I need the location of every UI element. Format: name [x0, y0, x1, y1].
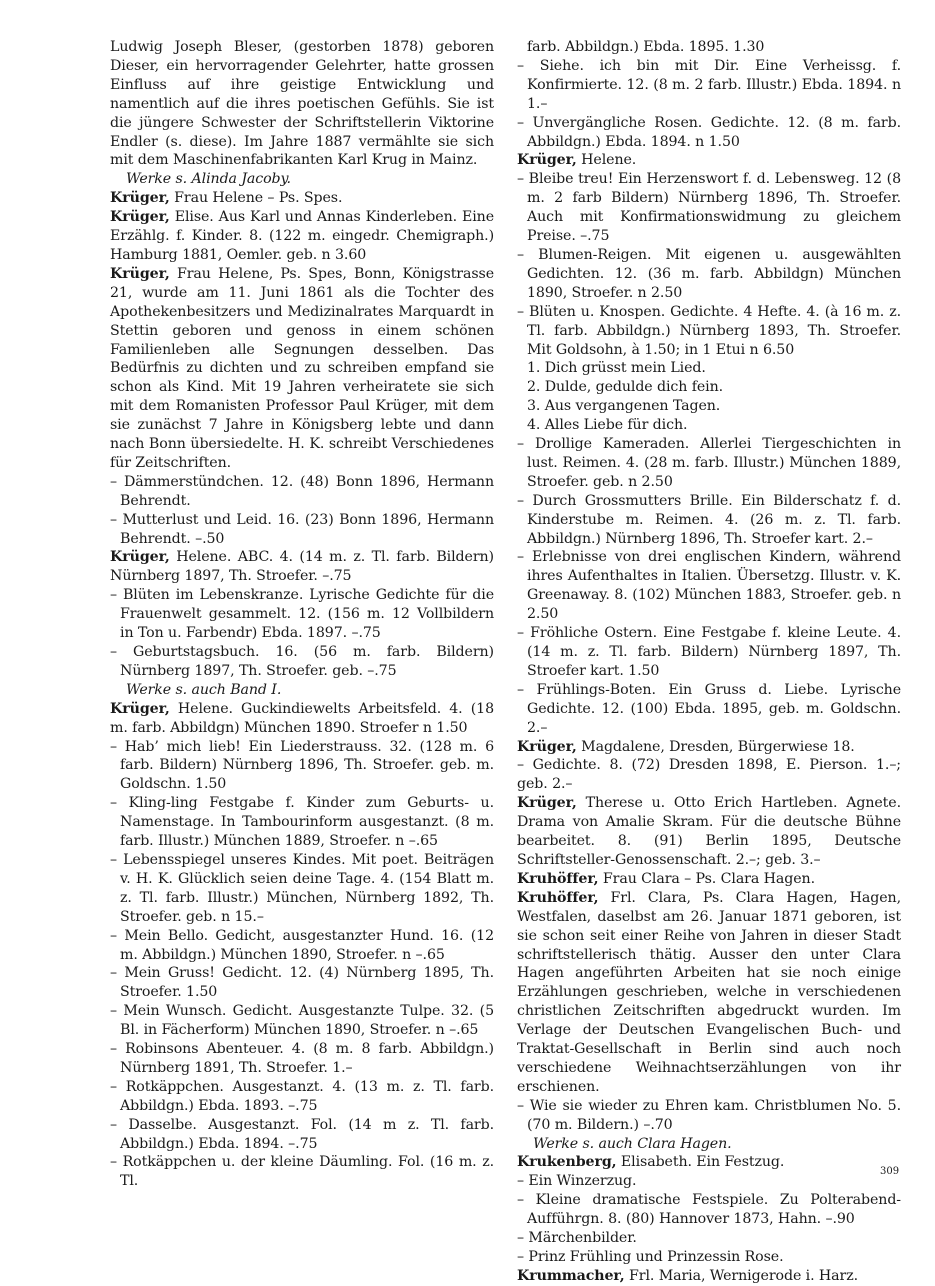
- entry-text: Frl. Maria, Wernigerode i. Harz.: [624, 1267, 859, 1284]
- entry-text: 1. Dich grüsst mein Lied.: [527, 360, 706, 377]
- entry-text: Helene. Guckindiewelts Arbeitsfeld. 4. (18 m. farb. Abbildgn) München 1890. Stroefer n 1.50: [110, 700, 494, 736]
- entry-text: – Kling-ling Festgabe f. Kinder zum Geburts- u. Namenstage. In Tambourinform ausgestanzt. (8 m. farb. Illustr.) München 1889, Stroefer. n –.65: [110, 795, 494, 850]
- entry: [517, 359, 901, 378]
- left-column: [110, 38, 494, 1191]
- entry-text: Frau Helene, Ps. Spes, Bonn, Königstrasse 21, wurde am 11. Juni 1861 als die Tochter des Apothekenbesitzers und Medizinalrates Marquardt in Stettin geboren und genoss in einem schönen Familienleben alle Segnungen desselben. Das Bedürfnis zu dichten und zu schreiben empfand sie schon als Kind. Mit 19 Jahren verheiratete sie sich mit dem Romanisten Professor Paul Krüger, mit dem sie zunächst 7 Jahre in Königsberg lebte und dann nach Bonn übersiedelte. H. K. schreibt Verschiedenes für Zeitschriften.: [110, 265, 494, 471]
- entry: [110, 1040, 494, 1078]
- entry: [110, 511, 494, 549]
- entry-text: Therese u. Otto Erich Hartleben. Agnete. Drama von Amalie Skram. Für die deutsche Bühne bearbeitet. 8. (91) Berlin 1895, Deutsche Schriftsteller-Genossenschaft. 2.–; geb. 3.–: [517, 795, 901, 868]
- entry: [517, 1172, 901, 1191]
- entry: [110, 851, 494, 927]
- entry-text: – Kleine dramatische Festspiele. Zu Polterabend-Aufführgn. 8. (80) Hannover 1873, Hahn. –.90: [517, 1192, 901, 1228]
- entry-text: – Prinz Frühling und Prinzessin Rose.: [517, 1249, 784, 1265]
- entry-text: – Bleibe treu! Ein Herzenswort f. d. Lebensweg. 12 (8 m. 2 farb Bildern) Nürnberg 1896, Th. Stroefer. Auch mit Konfirmationswidmung zu gleichem Preise. –.75: [517, 171, 901, 245]
- entry-text: 3. Aus vergangenen Tagen.: [527, 398, 721, 415]
- entry-text: – Gedichte. 8. (72) Dresden 1898, E. Pierson. 1.–; geb. 2.–: [517, 757, 901, 793]
- entry-author: Krüger,: [517, 738, 577, 755]
- entry-text: Frau Helene – Ps. Spes.: [169, 190, 343, 207]
- entry: [517, 624, 901, 681]
- entry: [110, 1002, 494, 1040]
- entry-text: – Blüten im Lebenskranze. Lyrische Gedichte für die Frauenwelt gesammelt. 12. (156 m. 12 Vollbildern in Ton u. Farbendr) Ebda. 1897. –.75: [110, 587, 494, 642]
- entry-author: Krüger,: [517, 795, 577, 812]
- entry: [517, 756, 901, 794]
- entry: [110, 265, 494, 473]
- entry-author: Krummacher,: [517, 1267, 625, 1284]
- entry: [110, 208, 494, 265]
- entry: [517, 1097, 901, 1135]
- entry-text: – Durch Grossmutters Brille. Ein Bilderschatz f. d. Kinderstube m. Reimen. 4. (26 m. z. Tl. farb. Abbildgn.) Nürnberg 1896, Th. Stroefer kart. 2.–: [517, 492, 901, 547]
- entry: [517, 1229, 901, 1248]
- entry: [517, 548, 901, 624]
- entry-text: 2. Dulde, gedulde dich fein.: [527, 379, 724, 396]
- entry: [517, 738, 901, 757]
- entry-text: – Blumen-Reigen. Mit eigenen u. ausgewählten Gedichten. 12. (36 m. farb. Abbildgn) München 1890, Stroefer. n 2.50: [517, 246, 901, 301]
- entry-text: 4. Alles Liebe für dich.: [527, 417, 688, 434]
- entry: [110, 38, 494, 170]
- entry-cross-reference: Werke s. auch Band I.: [126, 681, 282, 698]
- entry: [110, 473, 494, 511]
- entry-text: – Mein Wunsch. Gedicht. Ausgestanzte Tulpe. 32. (5 Bl. in Fächerform) München 1890, Stroefer. n –.65: [110, 1003, 494, 1039]
- entry-author: Krüger,: [110, 700, 170, 717]
- entry-text: – Ein Winzerzug.: [517, 1173, 637, 1190]
- entry: [110, 1078, 494, 1116]
- entry: [110, 189, 494, 208]
- entry-text: Ludwig Joseph Bleser, (gestorben 1878) geboren Dieser, ein hervorragender Gelehrter, hatte grossen Einfluss auf ihre geistige Entwicklung und namentlich auf die ihres poetischen Gefühls. Sie ist die jüngere Schwester der Schriftstellerin Viktorine Endler (s. diese). Im Jahre 1887 vermählte sie sich mit dem Maschinenfabrikanten Karl Krug in Mainz.: [110, 39, 494, 169]
- entry-author: Kruhöffer,: [517, 870, 599, 887]
- entry-text: – Hab’ mich lieb! Ein Liederstrauss. 32. (128 m. 6 farb. Bildern) Nürnberg 1896, Th. Stroefer. geb. m. Goldschn. 1.50: [110, 738, 494, 793]
- entry: [517, 492, 901, 549]
- entry-text: Elise. Aus Karl und Annas Kinderleben. Eine Erzählg. f. Kinder. 8. (122 m. eingedr. Chemigraph.) Hamburg 1881, Oemler. geb. n 3.60: [110, 209, 494, 263]
- entry: [517, 1267, 901, 1286]
- entry: [517, 57, 901, 114]
- entry-text: – Drollige Kameraden. Allerlei Tiergeschichten in lust. Reimen. 4. (28 m. farb. Illustr.) München 1889, Stroefer. geb. n 2.50: [517, 436, 901, 490]
- page-number: 309: [880, 1166, 900, 1177]
- entry-text: – Frühlings-Boten. Ein Gruss d. Liebe. Lyrische Gedichte. 12. (100) Ebda. 1895, geb. m. Goldschn. 2.–: [517, 681, 901, 736]
- entry: [517, 416, 901, 435]
- entry: [110, 548, 494, 586]
- entry: [110, 170, 494, 189]
- entry-text: – Dämmerstündchen. 12. (48) Bonn 1896, Hermann Behrendt.: [110, 473, 494, 509]
- entry: [517, 794, 901, 870]
- entry: [110, 738, 494, 795]
- entry-text: – Dasselbe. Ausgestanzt. Fol. (14 m z. Tl. farb. Abbildgn.) Ebda. 1894. –.75: [110, 1116, 494, 1152]
- entry: [517, 397, 901, 416]
- right-column: [517, 38, 901, 1286]
- entry: [517, 151, 901, 170]
- entry-text: – Rotkäppchen u. der kleine Däumling. Fol. (16 m. z. Tl.: [110, 1154, 494, 1190]
- entry-text: Magdalene, Dresden, Bürgerwiese 18.: [576, 738, 855, 755]
- entry: [517, 435, 901, 492]
- entry: [517, 889, 901, 1097]
- entry: [517, 1135, 901, 1154]
- entry-author: Krukenberg,: [517, 1154, 617, 1171]
- entry-author: Krüger,: [110, 190, 170, 207]
- entry-text: – Märchenbilder.: [517, 1230, 637, 1247]
- entry: [110, 1116, 494, 1154]
- entry-text: – Blüten u. Knospen. Gedichte. 4 Hefte. 4. (à 16 m. z. Tl. farb. Abbildgn.) Nürnberg 1893, Th. Stroefer. Mit Goldsohn, à 1.50; in 1 Etui n 6.50: [517, 303, 901, 358]
- entry: [110, 700, 494, 738]
- entry: [110, 586, 494, 643]
- entry: [110, 1153, 494, 1191]
- entry-author: Krüger,: [110, 549, 170, 566]
- entry-cross-reference: Werke s. Alinda Jacoby.: [126, 171, 291, 188]
- entry: [517, 246, 901, 303]
- entry: [517, 870, 901, 889]
- entry: [517, 170, 901, 246]
- entry-text: – Rotkäppchen. Ausgestanzt. 4. (13 m. z. Tl. farb. Abbildgn.) Ebda. 1893. –.75: [110, 1078, 494, 1114]
- entry-text: – Fröhliche Ostern. Eine Festgabe f. kleine Leute. 4. (14 m. z. Tl. farb. Bildern) Nürnberg 1897, Th. Stroefer kart. 1.50: [517, 625, 901, 679]
- entry: [517, 1248, 901, 1267]
- entry-text: – Geburtstagsbuch. 16. (56 m. farb. Bildern) Nürnberg 1897, Th. Stroefer. geb. –.75: [110, 644, 494, 679]
- entry-text: Frau Clara – Ps. Clara Hagen.: [598, 870, 815, 887]
- entry-text: – Erlebnisse von drei englischen Kindern, während ihres Aufenthaltes in Italien. Übersetzg. Illustr. v. K. Greenaway. 8. (102) München 1883, Stroefer. geb. n 2.50: [517, 549, 901, 623]
- entry-author: Krüger,: [110, 265, 170, 282]
- entry: [517, 38, 901, 57]
- entry-text: Frl. Clara, Ps. Clara Hagen, Hagen, Westfalen, daselbst am 26. Januar 1871 geboren, ist sie schon seit einer Reihe von Jahren in dieser Stadt schriftstellerisch thätig. Ausser den unter Clara Hagen angeführten Arbeiten hat sie noch einige Erzählungen geschrieben, welche in verschiedenen christlichen Zeitschriften abgedruckt wurden. Im Verlage der Deutschen Evangelischen Buch- und Traktat-Gesellschaft in Berlin sind auch noch verschiedene Weihnachtserzählungen von ihr erschienen.: [517, 889, 901, 1095]
- entry-text: Helene. ABC. 4. (14 m. z. Tl. farb. Bildern) Nürnberg 1897, Th. Stroefer. –.75: [110, 549, 494, 585]
- entry-author: Kruhöffer,: [517, 889, 599, 906]
- entry: [517, 114, 901, 152]
- entry-text: – Robinsons Abenteuer. 4. (8 m. 8 farb. Abbildgn.) Nürnberg 1891, Th. Stroefer. 1.–: [110, 1041, 494, 1076]
- entry: [110, 794, 494, 851]
- entry-cross-reference: Werke s. auch Clara Hagen.: [533, 1135, 732, 1152]
- entry: [110, 927, 494, 965]
- entry-text: – Lebensspiegel unseres Kindes. Mit poet. Beiträgen v. H. K. Glücklich seien deine Tage. 4. (154 Blatt m. z. Tl. farb. Illustr.) München, Nürnberg 1892, Th. Stroefer. geb. n 15.–: [110, 851, 494, 925]
- entry: [517, 378, 901, 397]
- entry-author: Krüger,: [517, 152, 577, 169]
- entry-text: – Mein Bello. Gedicht, ausgestanzter Hund. 16. (12 m. Abbildgn.) München 1890, Stroefer. n –.65: [110, 927, 494, 963]
- entry-text: Helene.: [576, 152, 637, 169]
- entry-text: – Mutterlust und Leid. 16. (23) Bonn 1896, Hermann Behrendt. –.50: [110, 511, 494, 547]
- entry-text: – Unvergängliche Rosen. Gedichte. 12. (8 m. farb. Abbildgn.) Ebda. 1894. n 1.50: [517, 114, 901, 150]
- entry: [517, 1191, 901, 1229]
- entry: [517, 1153, 901, 1172]
- entry-text: farb. Abbildgn.) Ebda. 1895. 1.30: [527, 39, 765, 55]
- entry: [110, 643, 494, 681]
- entry: [517, 303, 901, 360]
- entry-text: – Wie sie wieder zu Ehren kam. Christblumen No. 5. (70 m. Bildern.) –.70: [517, 1097, 901, 1133]
- entry: [517, 681, 901, 738]
- entry-text: Elisabeth. Ein Festzug.: [616, 1154, 785, 1171]
- entry-text: – Siehe. ich bin mit Dir. Eine Verheissg. f. Konfirmierte. 12. (8 m. 2 farb. Illustr.) Ebda. 1894. n 1.–: [517, 57, 901, 112]
- entry: [110, 681, 494, 700]
- entry-author: Krüger,: [110, 209, 170, 226]
- entry-text: – Mein Gruss! Gedicht. 12. (4) Nürnberg 1895, Th. Stroefer. 1.50: [110, 965, 494, 1001]
- entry: [110, 964, 494, 1002]
